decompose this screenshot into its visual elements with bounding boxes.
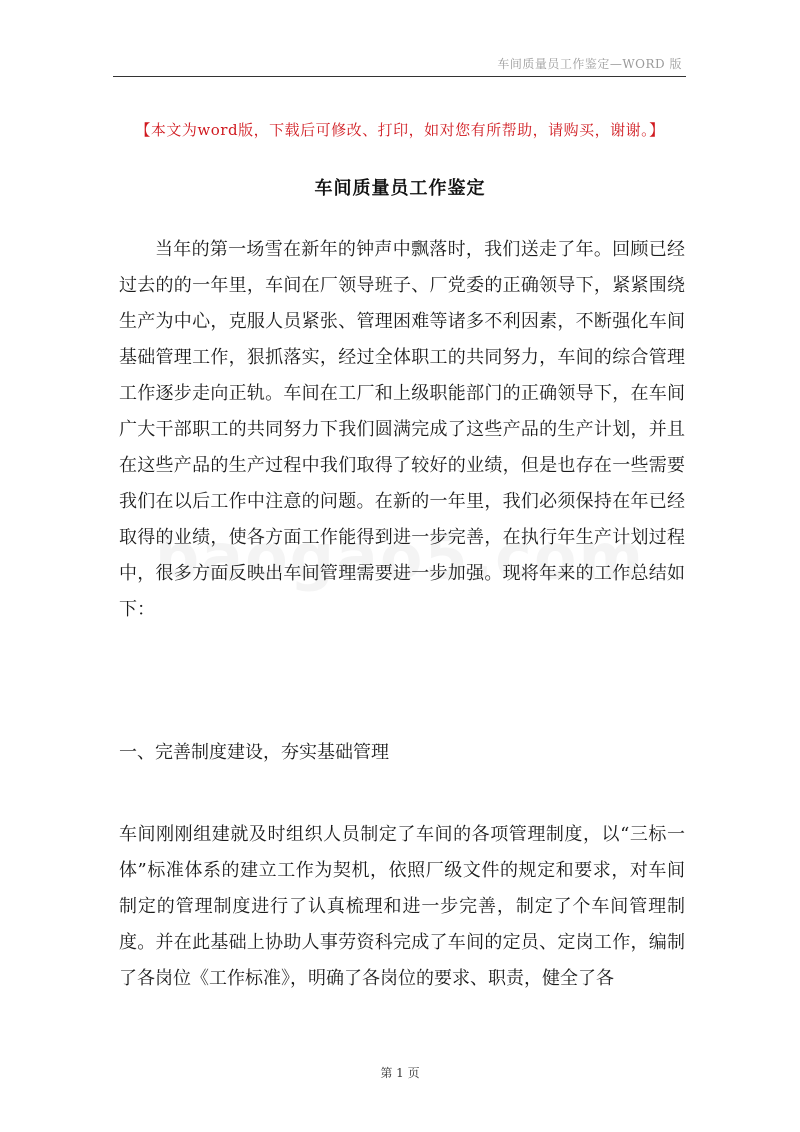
watermark <box>0 520 800 593</box>
section-heading-1: 一、完善制度建设，夯实基础管理 <box>119 742 389 763</box>
document-title: 车间质量员工作鉴定 <box>314 178 486 199</box>
purchase-notice: 【本文为word版，下载后可修改、打印，如对您有所帮助，请购买，谢谢。】 <box>135 121 665 139</box>
page-number: 第 1 页 <box>380 1066 420 1080</box>
header-divider <box>113 76 686 77</box>
body-paragraph-1: 当年的第一场雪在新年的钟声中飘落时，我们送走了年。回顾已经过去的的一年里，车间在厂领导班子、厂党委的正确领导下，紧紧围绕生产为中心，克服人员紧张、管理困难等诸多不利因素，不断强化车间基础管理工作，狠抓落实，经过全体职工的共同努力，车间的综合管理工作逐步走向正轨。车间在工厂和上级职能部门的正确领导下，在车间广大干部职工的共同努力下我们圆满完成了这些产品的生产计划，并且在这些产品的生产过程中我们取得了较好的业绩，但是也存在一些需要我们在以后工作中注意的问题。在新的一年里，我们必须保持在年已经取得的业绩，使各方面工作能得到进一步完善，在执行年生产计划过程中，很多方面反映出车间管理需要进一步加强。现将年来的工作总结如下： <box>119 239 685 620</box>
running-header: 车间质量员工作鉴定—WORD 版 <box>497 57 682 71</box>
body-paragraph-2: 车间刚刚组建就及时组织人员制定了车间的各项管理制度，以“三标一体”标准体系的建立工作为契机，依照厂级文件的规定和要求，对车间制定的管理制度进行了认真梳理和进一步完善，制定了个车间管理制度。并在此基础上协助人事劳资科完成了车间的定员、定岗工作，编制了各岗位《工作标准》，明确了各岗位的要求、职责，健全了各 <box>119 824 685 989</box>
